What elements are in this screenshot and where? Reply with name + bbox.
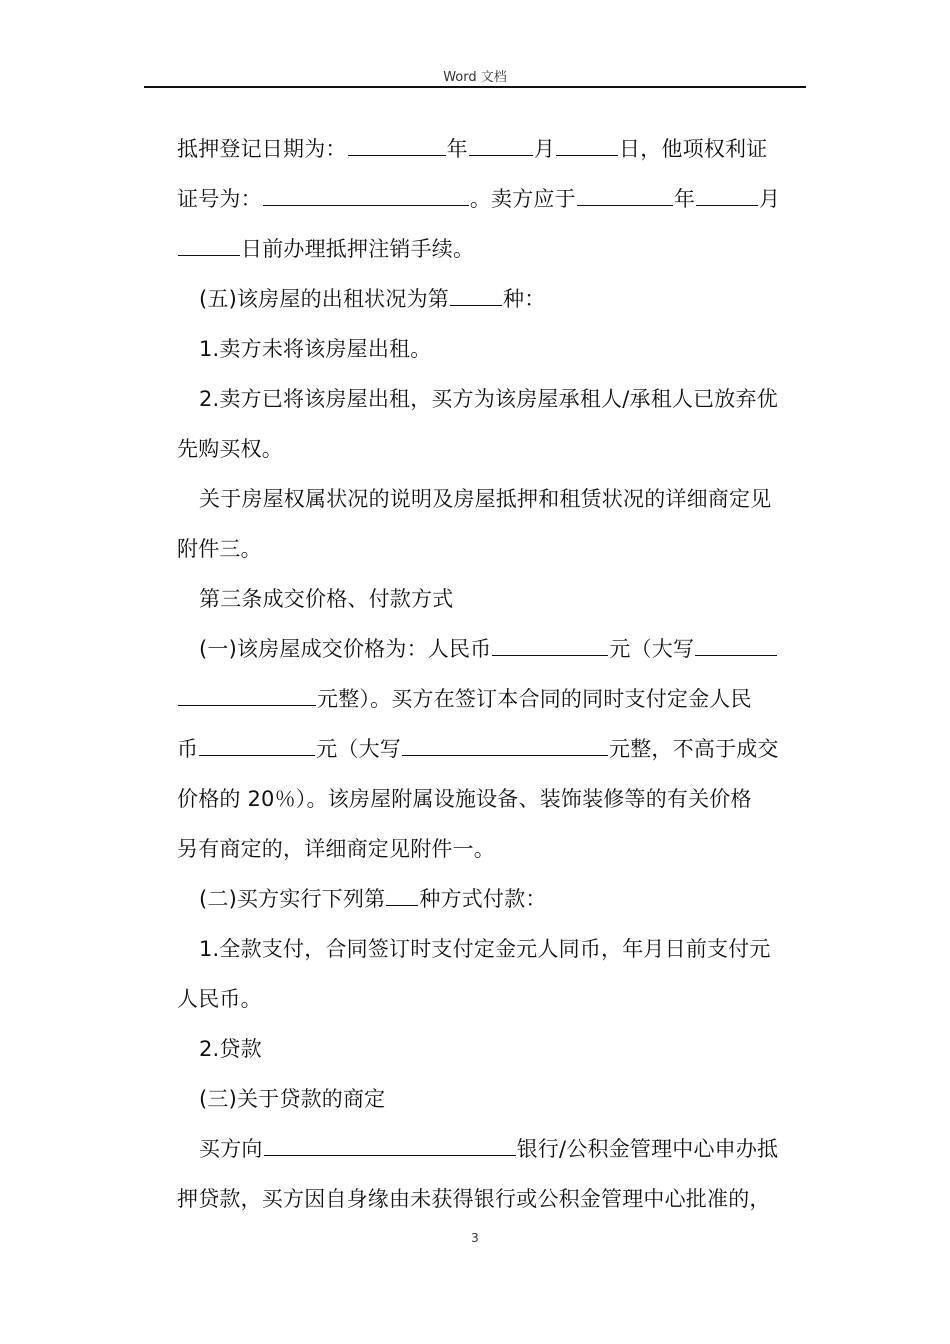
text: 月 [759, 187, 781, 211]
text: (二)买方实行下列第 [199, 887, 386, 911]
page-number: 3 [471, 1231, 479, 1245]
page-header: Word 文档 [443, 70, 507, 85]
text: 1.全款支付，合同签订时支付定金元人同币，年月日前支付元 [199, 937, 771, 961]
text: 第三条成交价格、付款方式 [199, 587, 454, 611]
paragraph-line [177, 174, 807, 224]
paragraph-line [177, 1174, 807, 1224]
blank-field [263, 205, 469, 206]
text: 月 [533, 137, 556, 161]
paragraph-line [177, 724, 807, 774]
text: 种： [503, 287, 546, 311]
blank-field [178, 705, 316, 706]
text: (一)该房屋成交价格为：人民币 [199, 637, 492, 661]
text: 币 [177, 737, 199, 761]
text: 种方式付款： [419, 887, 547, 911]
text: 人民币。 [177, 987, 262, 1011]
blank-field [556, 155, 618, 156]
text: 1.卖方未将该房屋出租。 [199, 337, 432, 361]
text: 2.贷款 [199, 1037, 262, 1061]
text: 元（大写 [316, 737, 402, 761]
text: 另有商定的，详细商定见附件一。 [177, 837, 495, 861]
text: 日前办理抵押注销手续。 [241, 237, 475, 261]
paragraph-line [177, 224, 807, 274]
paragraph-line [177, 1024, 807, 1074]
paragraph-line [177, 924, 807, 974]
text: (五)该房屋的出租状况为第 [199, 287, 449, 311]
blank-field [469, 155, 533, 156]
paragraph-line [177, 124, 807, 174]
text: 元（大写 [609, 637, 695, 661]
text: 。卖方应于 [469, 187, 576, 211]
paragraph-line [177, 774, 807, 824]
blank-field [695, 655, 777, 656]
text: 抵押登记日期为： [177, 137, 347, 161]
blank-field [577, 205, 673, 206]
blank-field [178, 255, 240, 256]
text: 年 [446, 137, 468, 161]
text: 2.卖方已将该房屋出租，买方为该房屋承租人/承租人已放弃优 [199, 387, 778, 411]
section-heading [177, 1074, 807, 1124]
text: 买方向 [199, 1137, 263, 1161]
text: 押贷款，买方因自身缘由未获得银行或公积金管理中心批准的， [177, 1187, 771, 1211]
paragraph-line [177, 1124, 807, 1174]
header-divider [144, 86, 806, 88]
blank-field [386, 905, 418, 906]
paragraph-line [177, 274, 807, 324]
text: 关于房屋权属状况的说明及房屋抵押和租赁状况的详细商定见 [199, 487, 772, 511]
text: 元整，不高于成交 [609, 737, 779, 761]
paragraph-line [177, 424, 807, 474]
blank-field [450, 305, 502, 306]
text: 日，他项权利证 [619, 137, 768, 161]
paragraph-line [177, 474, 807, 524]
text: 元整）。买方在签订本合同的同时支付定金人民 [317, 687, 752, 711]
blank-field [402, 755, 608, 756]
paragraph-line [177, 974, 807, 1024]
blank-field [264, 1155, 516, 1156]
blank-field [199, 755, 315, 756]
document-body [177, 124, 807, 1224]
paragraph-line [177, 674, 807, 724]
paragraph-line [177, 824, 807, 874]
text: 价格的 20％）。该房屋附属设施设备、装饰装修等的有关价格 [177, 787, 752, 811]
blank-field [696, 205, 758, 206]
section-heading [177, 574, 807, 624]
paragraph-line [177, 324, 807, 374]
text: 年 [673, 187, 696, 211]
text: 先购买权。 [177, 437, 283, 461]
text: (三)关于贷款的商定 [199, 1087, 386, 1111]
text: 附件三。 [177, 537, 262, 561]
paragraph-line [177, 524, 807, 574]
paragraph-line [177, 874, 807, 924]
blank-field [348, 155, 446, 156]
text: 银行/公积金管理中心申办抵 [516, 1137, 779, 1161]
paragraph-line [177, 374, 807, 424]
paragraph-line [177, 624, 807, 674]
text: 证号为： [177, 187, 262, 211]
blank-field [492, 655, 608, 656]
